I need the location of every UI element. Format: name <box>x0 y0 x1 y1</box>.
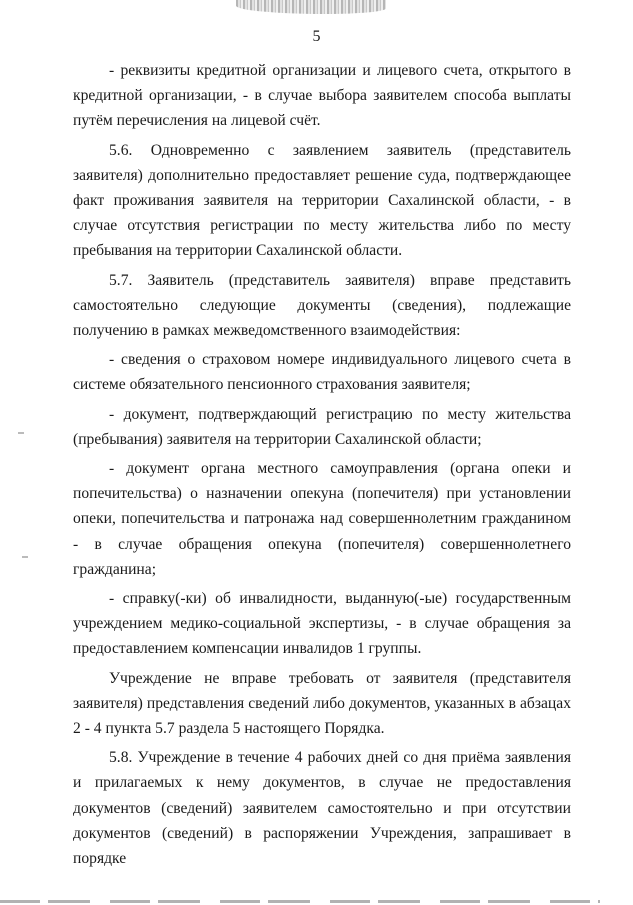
text-line: системе обязательного пенсионного страхования заявителя; <box>73 376 471 394</box>
scan-artifact-bottom <box>0 900 600 903</box>
text-line: прилагаемых к нему документов, в случае не предоставления документов <box>73 774 571 817</box>
paragraph-disability <box>73 586 571 662</box>
text-line: 5.6. Одновременно с заявлением заявитель (представитель заявителя) <box>73 141 571 184</box>
page-number: 5 <box>312 28 321 45</box>
text-line: 5.8. Учреждение в течение 4 рабочих дней со дня приёма заявления и <box>73 749 571 792</box>
text-line: - сведения о страховом номере индивидуального лицевого счета в <box>109 351 571 369</box>
scan-speck <box>18 432 24 434</box>
text-line: (сведений) в распоряжении Учреждения, запрашивает в порядке <box>73 824 571 868</box>
text-line: кредитной организации, - в случае выбора заявителем способа выплаты <box>73 87 571 105</box>
text-line: обращения опекуна (попечителя) совершеннолетнего гражданина; <box>73 535 571 578</box>
paragraph-restriction <box>73 666 571 742</box>
text-line: заявителя) представления сведений либо документов, указанных в абзацах 2 - <box>73 694 571 738</box>
text-line: - документ органа местного самоуправления (органа опеки и <box>109 460 571 478</box>
scan-artifact-top <box>236 0 386 14</box>
text-line: проживания заявителя на территории Сахалинской области, - в случае <box>73 192 571 235</box>
paragraph-5-8 <box>73 745 571 871</box>
paragraph-5-7 <box>73 268 571 344</box>
paragraph-requisites <box>73 58 571 134</box>
text-line: - реквизиты кредитной организации и лицевого счета, открытого в <box>109 62 571 79</box>
text-line: (сведений) заявителем самостоятельно и при отсутствии документов <box>73 799 571 842</box>
text-line: (пребывания) заявителя на территории Сахалинской области; <box>73 430 482 448</box>
text-line: территории Сахалинской области. <box>175 242 403 260</box>
text-line: путём перечисления на лицевой счёт. <box>73 112 321 130</box>
text-line: отсутствия регистрации по месту жительства либо по месту пребывания на <box>73 217 571 260</box>
paragraph-5-6 <box>73 138 571 264</box>
text-line: учреждением медико-социальной экспертизы, - в случае обращения за <box>73 615 571 633</box>
text-line: 5.7. Заявитель (представитель заявителя) вправе представить <box>109 271 571 289</box>
text-line: 4 пункта 5.7 раздела 5 настоящего Порядка. <box>93 720 385 738</box>
text-line: дополнительно предоставляет решение суда, подтверждающее факт <box>73 166 571 210</box>
text-line: самостоятельно следующие документы (сведения), подлежащие получению в <box>73 296 571 340</box>
paragraph-registration <box>73 402 571 452</box>
text-line: Учреждение не вправе требовать от заявителя (представителя <box>109 669 571 687</box>
text-line: предоставлением компенсации инвалидов 1 группы. <box>73 640 422 658</box>
document-body <box>73 58 571 871</box>
text-line: - справку(-ки) об инвалидности, выданную(-ые) государственным <box>109 590 571 608</box>
text-line: попечительства) о назначении опекуна (попечителя) при установлении опеки, <box>73 485 571 528</box>
paragraph-guardianship <box>73 456 571 582</box>
text-line: рамках межведомственного взаимодействия: <box>162 322 461 340</box>
paragraph-snils <box>73 347 571 397</box>
text-line: - документ, подтверждающий регистрацию по месту жительства <box>109 405 571 423</box>
text-line: попечительства и патронажа над совершеннолетним гражданином - в случае <box>73 510 571 553</box>
scan-speck <box>22 556 28 558</box>
